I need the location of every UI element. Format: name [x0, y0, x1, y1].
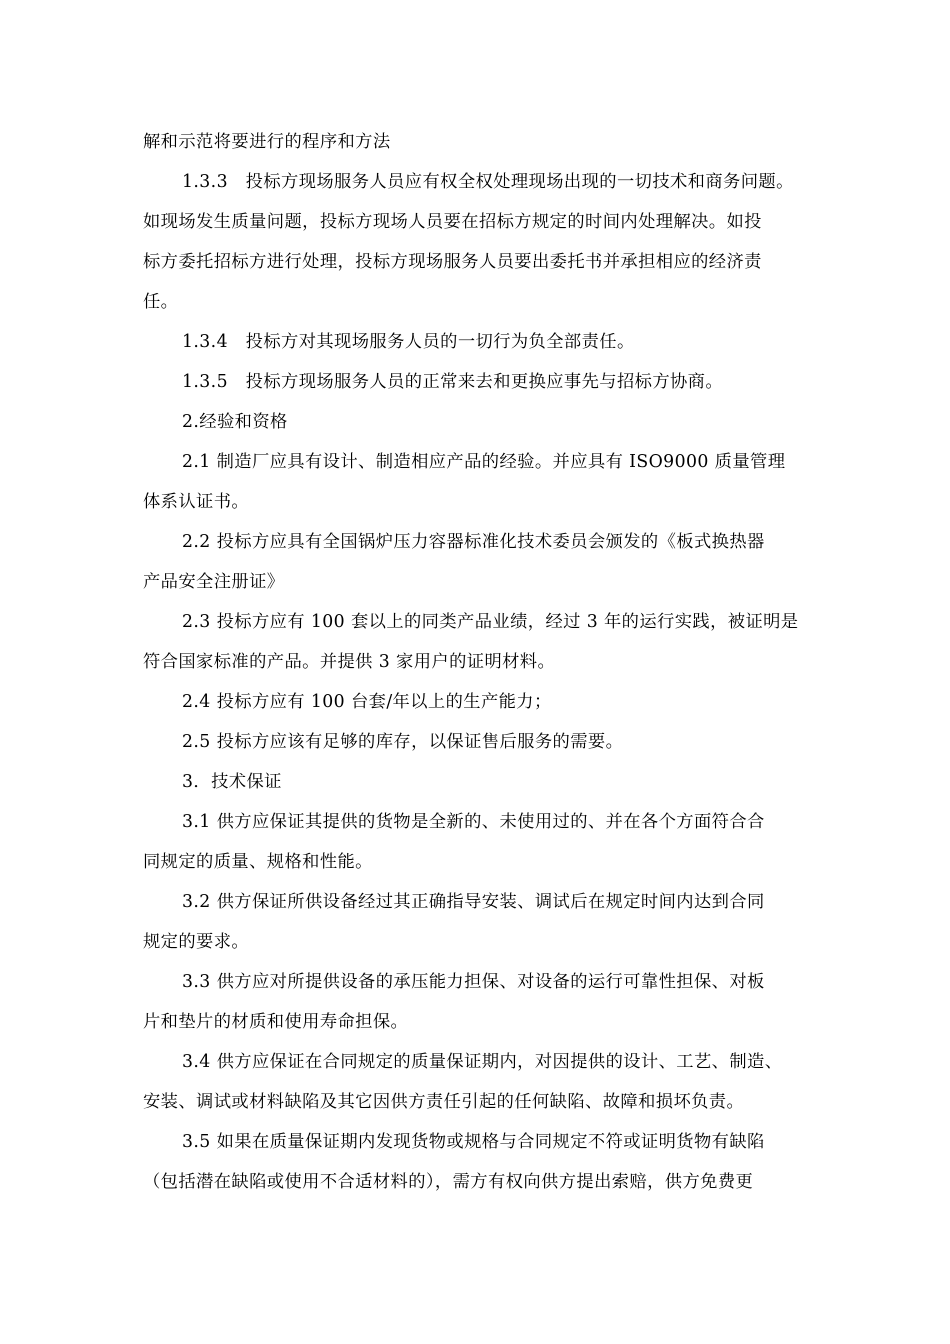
text-line: 2.4 投标方应有 100 台套/年以上的生产能力；	[182, 692, 552, 712]
text-line: 任。	[143, 292, 179, 312]
text-line: （包括潜在缺陷或使用不合适材料的），需方有权向供方提出索赔，供方免费更	[143, 1172, 754, 1192]
text-line: 3.3 供方应对所提供设备的承压能力担保、对设备的运行可靠性担保、对板	[182, 972, 765, 992]
text-line: 3.1 供方应保证其提供的货物是全新的、未使用过的、并在各个方面符合合	[182, 812, 765, 832]
text-line: 如现场发生质量问题，投标方现场人员要在招标方规定的时间内处理解决。如投	[143, 212, 762, 232]
text-line: 1.3.4 投标方对其现场服务人员的一切行为负全部责任。	[182, 332, 635, 352]
text-line: 3.5 如果在质量保证期内发现货物或规格与合同规定不符或证明货物有缺陷	[182, 1132, 765, 1152]
text-line: 2.1 制造厂应具有设计、制造相应产品的经验。并应具有 ISO9000 质量管理	[182, 452, 786, 472]
text-line: 同规定的质量、规格和性能。	[143, 852, 373, 872]
text-line: 2.2 投标方应具有全国锅炉压力容器标准化技术委员会颁发的《板式换热器	[182, 532, 765, 552]
text-line: 1.3.5 投标方现场服务人员的正常来去和更换应事先与招标方协商。	[182, 372, 724, 392]
text-line: 1.3.3 投标方现场服务人员应有权全权处理现场出现的一切技术和商务问题。	[182, 172, 794, 192]
text-line: 产品安全注册证》	[143, 572, 285, 592]
text-line: 符合国家标准的产品。并提供 3 家用户的证明材料。	[143, 652, 556, 672]
text-line: 标方委托招标方进行处理，投标方现场服务人员要出委托书并承担相应的经济责	[143, 252, 762, 272]
text-line: 3.2 供方保证所供设备经过其正确指导安装、调试后在规定时间内达到合同	[182, 892, 765, 912]
document-body	[143, 122, 823, 1202]
text-line: 2.3 投标方应有 100 套以上的同类产品业绩，经过 3 年的运行实践，被证明是	[182, 612, 799, 632]
text-line: 片和垫片的材质和使用寿命担保。	[143, 1012, 409, 1032]
section-heading: 3．技术保证	[182, 772, 282, 792]
text-line: 2.5 投标方应该有足够的库存，以保证售后服务的需要。	[182, 732, 624, 752]
text-line: 体系认证书。	[143, 492, 250, 512]
text-line: 安装、调试或材料缺陷及其它因供方责任引起的任何缺陷、故障和损坏负责。	[143, 1092, 745, 1112]
text-line: 规定的要求。	[143, 932, 250, 952]
text-line: 解和示范将要进行的程序和方法	[143, 132, 391, 152]
section-heading: 2.经验和资格	[182, 412, 288, 432]
text-line: 3.4 供方应保证在合同规定的质量保证期内，对因提供的设计、工艺、制造、	[182, 1052, 783, 1072]
